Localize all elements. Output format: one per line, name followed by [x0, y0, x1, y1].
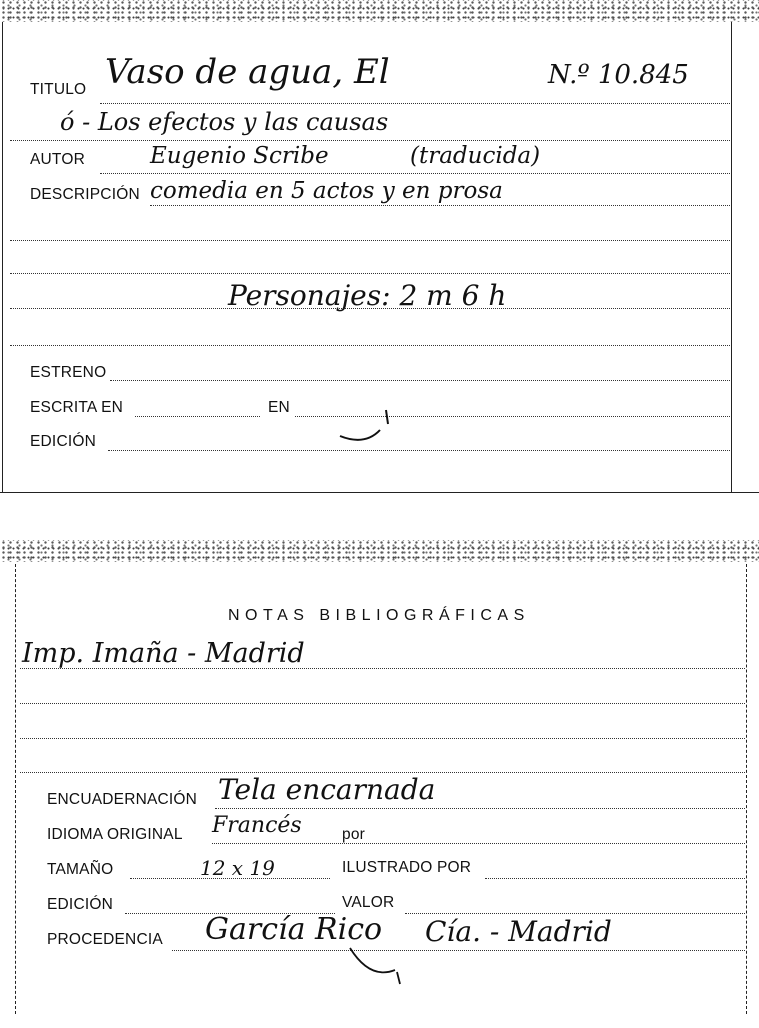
titulo-rule: [100, 103, 730, 104]
scan-noise-back: [0, 540, 759, 562]
idioma-original-label: IDIOMA ORIGINAL: [47, 826, 183, 843]
procedencia-value-2: Cía. - Madrid: [425, 915, 612, 948]
titulo-value-2: ó - Los efectos y las causas: [60, 108, 389, 136]
card-separator: [0, 492, 759, 493]
blank-rule-4: [10, 345, 730, 346]
estreno-label: ESTRENO: [30, 364, 107, 381]
procedencia-value-1: García Rico: [205, 912, 383, 947]
valor-label: VALOR: [342, 894, 395, 911]
catalog-card-front: [0, 0, 759, 495]
personajes-note: Personajes: 2 m 6 h: [228, 279, 507, 312]
scan-noise-top: [0, 0, 759, 22]
valor-rule: [405, 913, 745, 914]
idioma-rule: [212, 843, 745, 844]
notas-value: Imp. Imaña - Madrid: [22, 638, 305, 669]
edicion-back-label: EDICIÓN: [47, 896, 113, 913]
ilustrado-rule: [485, 878, 745, 879]
ilustrado-por-label: ILUSTRADO POR: [342, 859, 472, 876]
pen-tail-mark: [345, 940, 415, 990]
pen-stroke-mark: [330, 400, 400, 450]
tamano-label: TAMAÑO: [47, 861, 114, 878]
idioma-value: Francés: [212, 813, 302, 838]
edicion-rule: [108, 450, 730, 451]
encuadernacion-label: ENCUADERNACIÓN: [47, 791, 198, 808]
titulo-value: Vaso de agua, El: [105, 52, 390, 92]
encuadernacion-rule: [215, 808, 745, 809]
catalog-number: N.º 10.845: [548, 60, 689, 90]
notas-bibliograficas-heading: NOTAS BIBLIOGRÁFICAS: [228, 607, 530, 624]
autor-label: AUTOR: [30, 151, 85, 168]
en-label: EN: [268, 399, 290, 416]
procedencia-rule: [172, 950, 745, 951]
descripcion-rule: [150, 205, 730, 206]
catalog-card-back: [0, 540, 759, 1028]
descripcion-label: DESCRIPCIÓN: [30, 186, 140, 203]
procedencia-label: PROCEDENCIA: [47, 931, 163, 948]
encuadernacion-value: Tela encarnada: [218, 773, 436, 806]
por-label: por: [342, 826, 366, 843]
notas-rule-2: [20, 703, 745, 704]
titulo-rule-2: [10, 140, 730, 141]
autor-rule: [100, 173, 730, 174]
blank-rule-2: [10, 273, 730, 274]
escrita-en-rule: [135, 416, 260, 417]
tamano-value: 12 x 19: [200, 856, 275, 880]
escrita-en-label: ESCRITA EN: [30, 399, 124, 416]
descripcion-value: comedia en 5 actos y en prosa: [150, 178, 503, 204]
estreno-rule: [110, 380, 730, 381]
titulo-label: TITULO: [30, 81, 87, 98]
blank-rule-1: [10, 240, 730, 241]
edicion-label: EDICIÓN: [30, 433, 96, 450]
traducida-note: (traducida): [410, 143, 541, 169]
autor-value: Eugenio Scribe: [150, 143, 329, 169]
notas-rule-3: [20, 738, 745, 739]
